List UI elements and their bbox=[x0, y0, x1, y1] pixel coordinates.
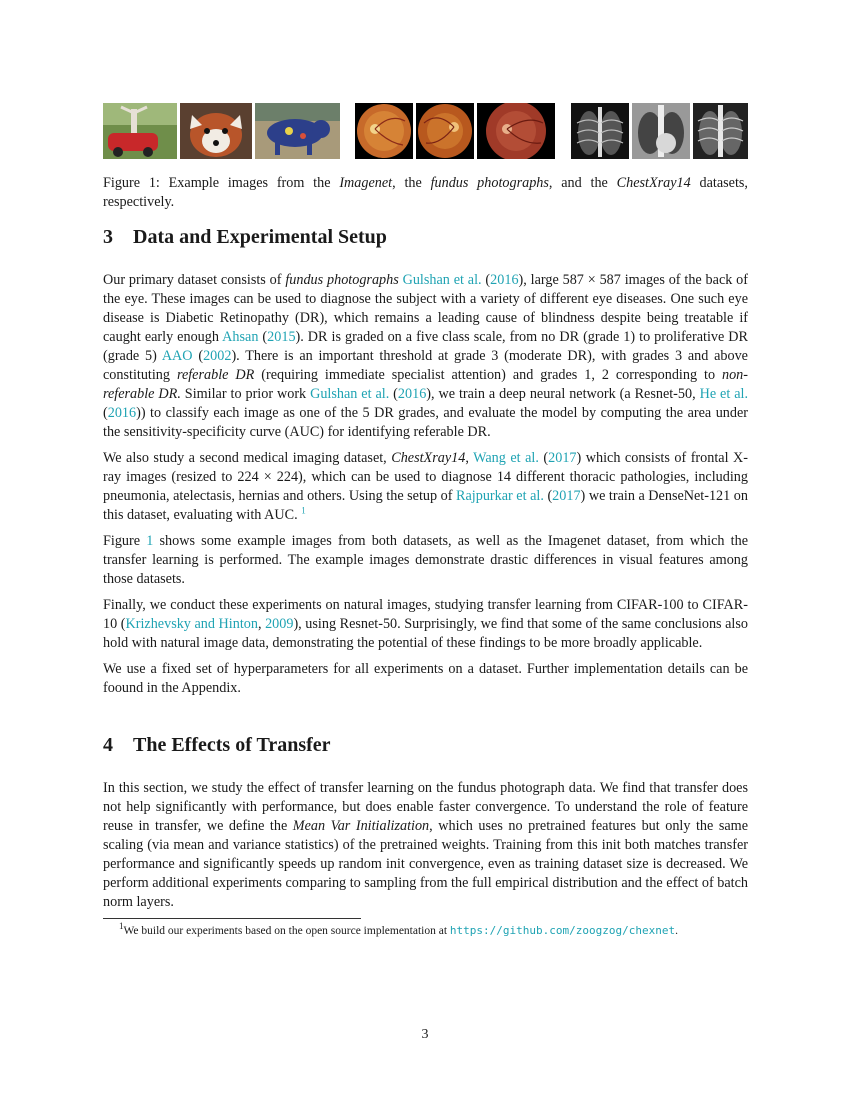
citation-link[interactable]: Gulshan et al. bbox=[310, 386, 390, 402]
page-number: 3 bbox=[421, 1027, 429, 1042]
paragraph-figure-reference: Figure 1 shows some example images from both datasets, as well as the Imagenet dataset, from which the transfer learning is performed. The example images demonstrate drastic differences in visual features among those datasets. bbox=[103, 533, 748, 587]
citation-link[interactable]: Rajpurkar et al. bbox=[456, 488, 544, 504]
footnote-divider bbox=[103, 918, 361, 919]
xray-1-image bbox=[571, 103, 629, 159]
citation-year-link[interactable]: 2017 bbox=[552, 488, 581, 504]
fundus-2-image bbox=[416, 103, 474, 159]
citation-year-link[interactable]: 2017 bbox=[548, 450, 577, 466]
citation-link[interactable]: Wang et al. bbox=[473, 450, 539, 466]
xray-3-image bbox=[693, 103, 748, 159]
figure-1-caption: Figure 1: Example images from the Imagenet, the fundus photographs, and the ChestXray14 datasets, respectively. bbox=[103, 175, 748, 210]
footnote-1-marker[interactable]: 1 bbox=[301, 505, 306, 516]
section-3-heading: 3 Data and Experimental Setup bbox=[103, 226, 387, 248]
chexnet-github-link[interactable]: https://github.com/zoogzog/chexnet bbox=[449, 924, 676, 937]
section-4-heading: 4 The Effects of Transfer bbox=[103, 734, 331, 756]
paragraph-chestxray-dataset: We also study a second medical imaging dataset, ChestXray14, Wang et al. (2017) which consists of frontal X-ray images (resized to 224 × 224), which can be used to diagnose 14 different thoracic pathologies, including pneumonia, atelectasis, hernias and others. Using the setup of Rajpurkar et al. (2017) we train a DenseNet-121 on this dataset, evaluating with AUC. $^1$ bbox=[103, 450, 748, 523]
citation-link[interactable]: He et al. bbox=[699, 386, 749, 402]
figure-1-link[interactable]: 1 bbox=[146, 533, 154, 549]
fundus-1-image bbox=[355, 103, 413, 159]
imagenet-car-person-image bbox=[103, 103, 177, 159]
citation-year-link[interactable]: 2016 bbox=[397, 386, 427, 402]
citation-year-link[interactable]: 2009 bbox=[265, 616, 294, 632]
footnote-1: $^1$We build our experiments based on the open source implementation at https://github.com/zoogzog/chexnet. bbox=[119, 921, 678, 937]
fundus-3-image bbox=[477, 103, 555, 159]
paragraph-hyperparameters: We use a fixed set of hyperparameters for all experiments on a dataset. Further implementation details can be foound in the Appendix. bbox=[103, 661, 748, 696]
paragraph-effects-of-transfer: In this section, we study the effect of transfer learning on the fundus photograph data. We find that transfer does not help significantly with performance, but does enable faster convergence. To understand the role of feature reuse in transfer, we define the Mean Var Initialization, which uses no pretrained features but only the same scaling (via mean and variance statistics) of the pretrained weights. Training from this init both matches transfer performance and significantly speeds up random init convergence, even as training dataset size is decreased. We perform additional experiments comparing to sampling from the full empirical distribution and the effect of batch norm layers. bbox=[103, 780, 748, 910]
citation-year-link[interactable]: 2016 bbox=[490, 272, 519, 288]
citation-link[interactable]: Gulshan et al. bbox=[402, 272, 482, 288]
imagenet-cow-statue-image bbox=[255, 103, 340, 159]
citation-year-link[interactable]: 2002 bbox=[203, 348, 232, 364]
citation-link[interactable]: Ahsan bbox=[222, 329, 259, 345]
imagenet-red-panda-image bbox=[180, 103, 252, 159]
citation-link[interactable]: Krizhevsky and Hinton bbox=[125, 616, 258, 632]
paper-page bbox=[103, 100, 748, 939]
figure-1-images bbox=[103, 100, 748, 162]
citation-year-link[interactable]: 2016 bbox=[107, 405, 137, 421]
xray-2-image bbox=[632, 103, 690, 159]
citation-year-link[interactable]: 2015 bbox=[267, 329, 296, 345]
paragraph-fundus-dataset: Our primary dataset consists of fundus photographs Gulshan et al. (2016), large 587 × 587 images of the back of the eye. These images can be used to diagnose the subject with a variety of different eye diseases. One such eye disease is Diabetic Retinopathy (DR), which remains a leading cause of blindness despite being treatable if caught early enough Ahsan (2015). DR is graded on a five class scale, from no DR (grade 1) to proliferative DR (grade 5) AAO (2002). There is an important threshold at grade 3 (moderate DR), with grades 3 and above constituting referable DR (requiring immediate specialist attention) and grades 1, 2 corresponding to non-referable DR. Similar to prior work Gulshan et al. (2016), we train a deep neural network (a Resnet-50, He et al. (2016)) to classify each image as one of the 5 DR grades, and evaluate the model by computing the area under the sensitivity-specificity curve (AUC) for identifying referable DR. bbox=[103, 272, 749, 440]
citation-link[interactable]: AAO bbox=[161, 348, 193, 364]
paragraph-cifar: Finally, we conduct these experiments on natural images, studying transfer learning from CIFAR-100 to CIFAR-10 (Krizhevsky and Hinton, 2009), using Resnet-50. Surprisingly, we find that some of the same conclusions also hold with natural image data, demonstrating the potential of these findings to be more broadly applicable. bbox=[103, 597, 748, 651]
